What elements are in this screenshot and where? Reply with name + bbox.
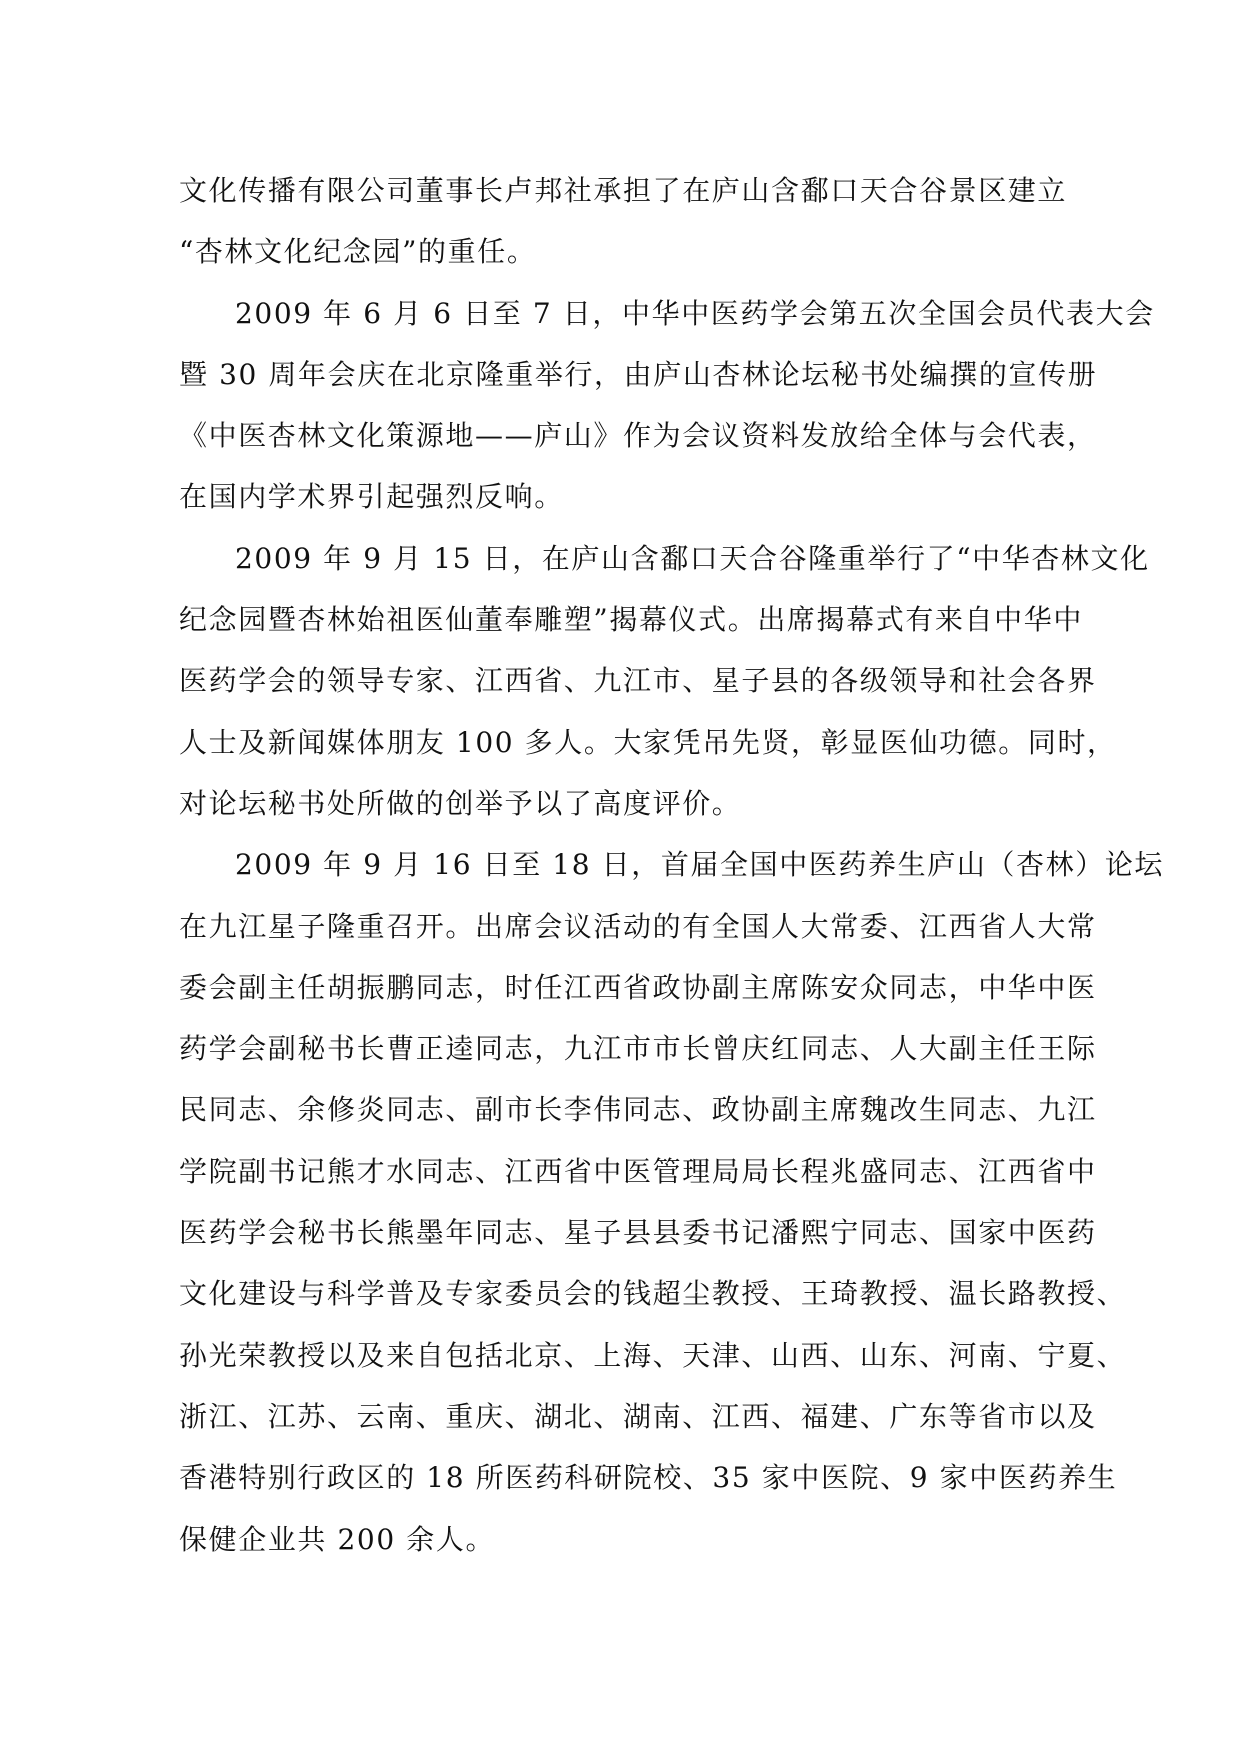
text-line: 文化传播有限公司董事长卢邦社承担了在庐山含鄱口天合谷景区建立	[179, 174, 1068, 207]
text-line: 在九江星子隆重召开。出席会议活动的有全国人大常委、江西省人大常	[179, 909, 1097, 943]
text-line: 文化建设与科学普及专家委员会的钱超尘教授、王琦教授、温长路教授、	[179, 1277, 1127, 1311]
text-line: 对论坛秘书处所做的创举予以了高度评价。	[179, 786, 742, 820]
text-line: 民同志、余修炎同志、副市长李伟同志、政协副主席魏改生同志、九江	[179, 1093, 1097, 1127]
paragraph-3	[179, 528, 1150, 834]
paragraph-1	[179, 160, 1068, 283]
text-line: 浙江、江苏、云南、重庆、湖北、湖南、江西、福建、广东等省市以及	[179, 1399, 1097, 1433]
text-line: 2009 年 9 月 16 日至 18 日，首届全国中医药养生庐山（杏林）论坛	[235, 848, 1165, 882]
text-line: 人士及新闻媒体朋友 100 多人。大家凭吊先贤，彰显医仙功德。同时，	[179, 725, 1117, 759]
text-line: 香港特别行政区的 18 所医药科研院校、35 家中医院、9 家中医药养生	[179, 1461, 1118, 1495]
text-line: 纪念园暨杏林始祖医仙董奉雕塑”揭幕仪式。出席揭幕式有来自中华中	[179, 603, 1083, 637]
text-line: 孙光荣教授以及来自包括北京、上海、天津、山西、山东、河南、宁夏、	[179, 1338, 1127, 1372]
text-line: “杏林文化纪念园”的重任。	[179, 235, 537, 269]
text-line: 暨 30 周年会庆在北京隆重举行，由庐山杏林论坛秘书处编撰的宣传册	[179, 357, 1098, 391]
text-line: 保健企业共 200 余人。	[179, 1522, 496, 1556]
paragraph-2	[179, 283, 1155, 528]
text-line: 在国内学术界引起强烈反响。	[179, 480, 564, 514]
text-line: 医药学会秘书长熊墨年同志、星子县县委书记潘熙宁同志、国家中医药	[179, 1216, 1097, 1250]
text-line: 医药学会的领导专家、江西省、九江市、星子县的各级领导和社会各界	[179, 664, 1097, 698]
text-line: 药学会副秘书长曹正逵同志，九江市市长曾庆红同志、人大副主任王际	[179, 1032, 1097, 1066]
paragraph-4	[179, 834, 1165, 1570]
text-line: 2009 年 9 月 15 日，在庐山含鄱口天合谷隆重举行了“中华杏林文化	[235, 541, 1150, 575]
text-line: 委会副主任胡振鹏同志，时任江西省政协副主席陈安众同志，中华中医	[179, 970, 1097, 1004]
text-line: 学院副书记熊才水同志、江西省中医管理局局长程兆盛同志、江西省中	[179, 1154, 1097, 1188]
text-line: 《中医杏林文化策源地——庐山》作为会议资料发放给全体与会代表，	[179, 419, 1097, 453]
text-line: 2009 年 6 月 6 日至 7 日，中华中医药学会第五次全国会员代表大会	[235, 296, 1155, 330]
body-text	[179, 160, 1165, 1570]
